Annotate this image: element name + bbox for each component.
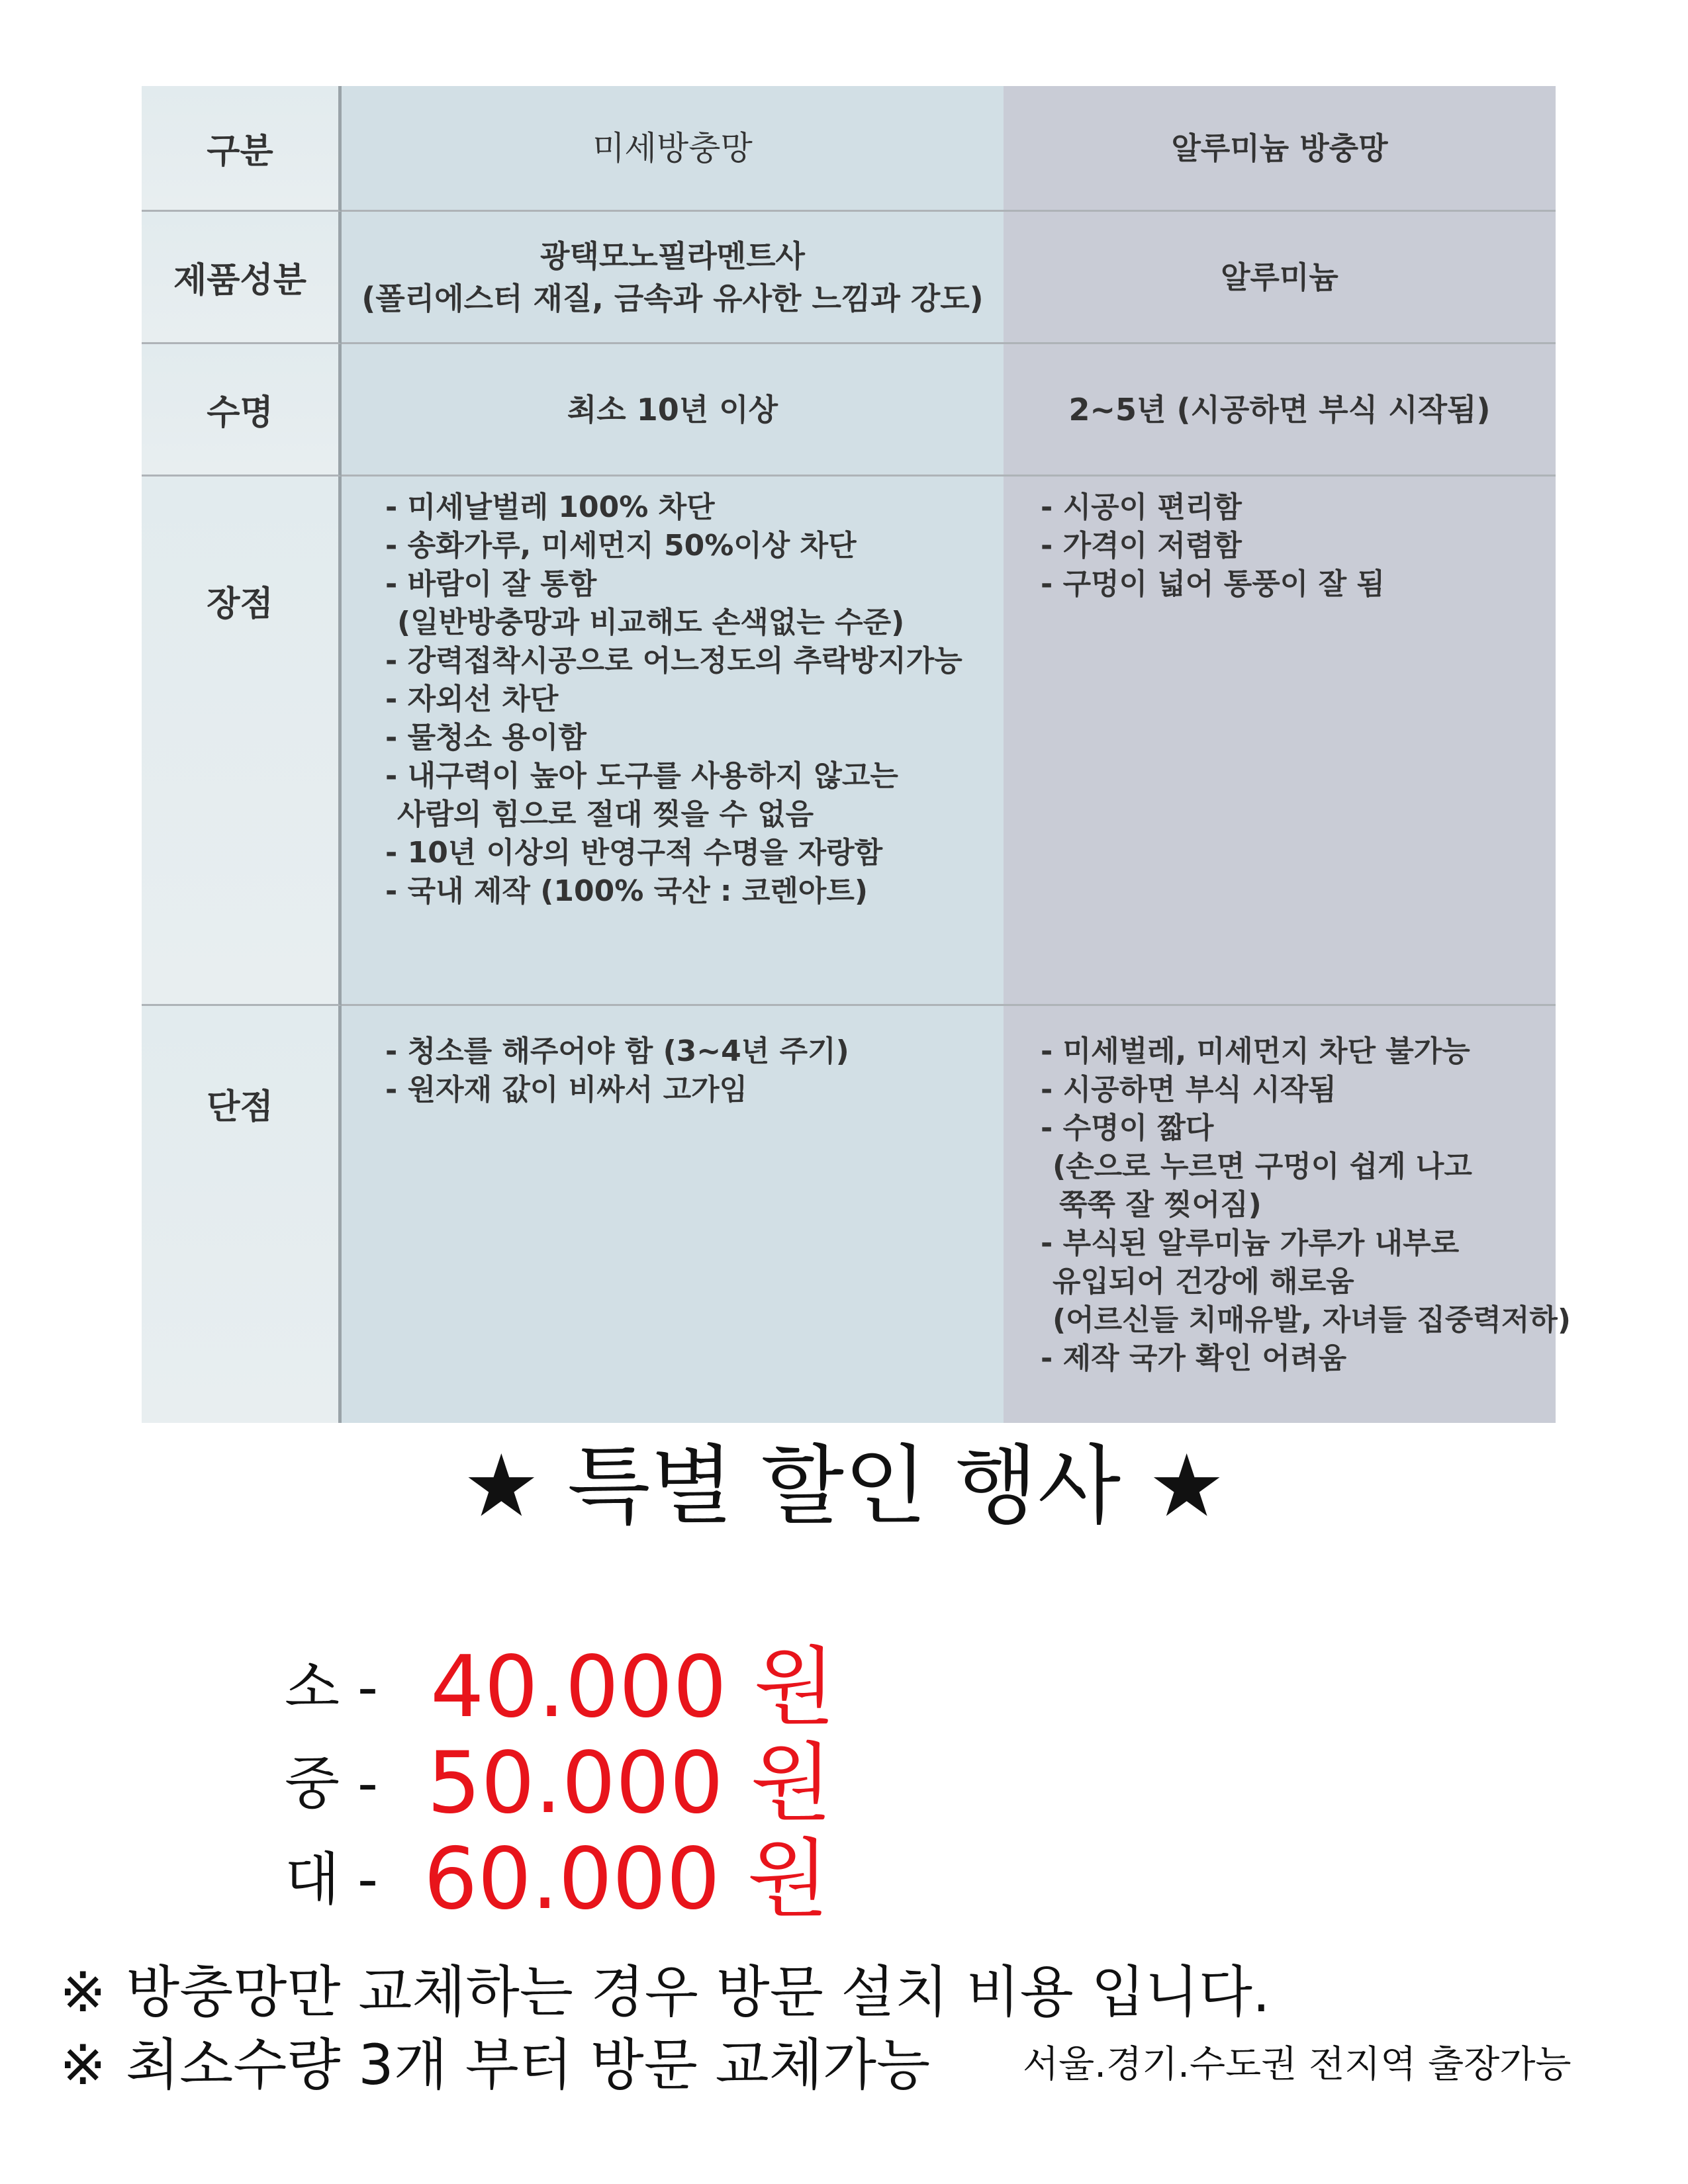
promo-title: ★ 특별 할인 행사 ★ — [463, 1435, 1225, 1536]
lifespan-micro-mesh — [342, 344, 1004, 477]
cons-aluminum-item: - 미세벌레, 미세먼지 차단 불가능 — [1041, 1034, 1470, 1068]
cons-aluminum-item: - 시공하면 부식 시작됨 — [1041, 1073, 1336, 1107]
cons-aluminum-item: - 수명이 짧다 — [1041, 1111, 1214, 1145]
header-aluminum-mesh — [1004, 86, 1556, 212]
row-label-material-text: 제품성분 — [173, 261, 306, 300]
cons-aluminum-item: 유입되어 건강에 해로움 — [1053, 1265, 1354, 1298]
row-label-cons — [142, 1006, 342, 1423]
pros-micro-item: - 자외선 차단 — [385, 682, 559, 716]
header-micro-mesh-label: 미세방충망 — [592, 128, 753, 167]
header-aluminum-mesh-label: 알루미늄 방충망 — [1171, 130, 1388, 166]
pros-micro-item: - 내구력이 높아 도구를 사용하지 않고는 — [385, 759, 898, 793]
pros-micro-item: - 10년 이상의 반영구적 수명을 자랑함 — [385, 836, 883, 870]
pros-micro-mesh — [342, 477, 1004, 1006]
header-category-label: 구분 — [207, 132, 273, 171]
cons-aluminum-item: - 제작 국가 확인 어려움 — [1041, 1342, 1347, 1375]
comparison-table — [142, 86, 1571, 1423]
price-size-label: 대 — [285, 1846, 340, 1913]
cons-micro-mesh — [342, 1006, 1004, 1423]
pros-micro-item: - 송화가루, 미세먼지 50%이상 차단 — [385, 529, 857, 563]
pros-micro-item: (일반방충망과 비교해도 손색없는 수준) — [397, 606, 905, 639]
row-label-material — [142, 212, 342, 344]
material-aluminum-line-1: 알루미늄 — [1221, 259, 1338, 295]
price-row-small — [285, 1638, 1211, 1737]
price-dash: - — [357, 1846, 379, 1913]
pros-micro-item: 사람의 힘으로 절대 찢을 수 없음 — [397, 797, 814, 831]
reference-mark-icon: ※ — [60, 1960, 107, 2025]
row-label-lifespan — [142, 344, 342, 477]
price-amount: 40.000 원 — [430, 1638, 836, 1737]
cons-micro-item: - 원자재 값이 비싸서 고가임 — [385, 1073, 748, 1107]
pros-aluminum-item: - 시공이 편리함 — [1041, 490, 1242, 524]
lifespan-aluminum — [1004, 344, 1556, 477]
row-label-pros-text: 장점 — [207, 584, 273, 624]
price-size-label: 소 — [285, 1655, 340, 1721]
note-text: 방충망만 교체하는 경우 방문 설치 비용 입니다. — [126, 1960, 1270, 2025]
note-minimum-quantity — [60, 2028, 930, 2101]
price-row-large — [285, 1830, 1211, 1929]
reference-mark-icon: ※ — [60, 2032, 107, 2097]
price-size-label: 중 — [285, 1751, 340, 1817]
material-aluminum — [1004, 212, 1556, 344]
pros-aluminum — [1004, 477, 1556, 1006]
pros-aluminum-item: - 가격이 저렴함 — [1041, 529, 1242, 563]
material-micro-line-1: 광택모노필라멘트사 — [540, 238, 805, 274]
header-micro-mesh — [342, 86, 1004, 212]
pros-micro-item: - 바람이 잘 통함 — [385, 567, 597, 601]
pros-micro-item: - 미세날벌레 100% 차단 — [385, 490, 715, 524]
material-micro-line-2: (폴리에스터 재질, 금속과 유사한 느낌과 강도) — [361, 280, 984, 316]
cons-micro-item: - 청소를 해주어야 함 (3~4년 주기) — [385, 1034, 849, 1068]
row-label-lifespan-text: 수명 — [207, 393, 273, 433]
cons-aluminum-item: (어르신들 치매유발, 자녀들 집중력저하) — [1053, 1303, 1571, 1337]
price-row-medium — [285, 1734, 1211, 1833]
lifespan-aluminum-line-1: 2~5년 (시공하면 부식 시작됨) — [1068, 391, 1491, 428]
note-visit-cost — [60, 1956, 1270, 2028]
lifespan-micro-line-1: 최소 10년 이상 — [567, 391, 778, 428]
material-micro-mesh — [342, 212, 1004, 344]
cons-aluminum-item: 쭉쭉 잘 찢어짐) — [1059, 1188, 1262, 1222]
pros-micro-item: - 강력접착시공으로 어느정도의 추락방지가능 — [385, 644, 962, 678]
header-category — [142, 86, 342, 212]
row-label-pros — [142, 477, 342, 1006]
cons-aluminum-item: (손으로 누르면 구멍이 쉽게 나고 — [1053, 1150, 1472, 1183]
row-label-cons-text: 단점 — [207, 1087, 273, 1127]
cons-aluminum — [1004, 1006, 1571, 1423]
pros-micro-item: - 물청소 용이함 — [385, 721, 586, 754]
note-text: 최소수량 3개 부터 방문 교체가능 — [126, 2032, 931, 2097]
service-area: 서울.경기.수도권 전지역 출장가능 — [1023, 2043, 1571, 2086]
price-amount: 60.000 원 — [424, 1830, 829, 1929]
price-dash: - — [357, 1751, 379, 1817]
price-amount: 50.000 원 — [427, 1734, 833, 1833]
pros-micro-item: - 국내 제작 (100% 국산 : 코렌아트) — [385, 874, 868, 908]
pros-aluminum-item: - 구멍이 넓어 통풍이 잘 됨 — [1041, 567, 1385, 601]
cons-aluminum-item: - 부식된 알루미늄 가루가 내부로 — [1041, 1226, 1460, 1260]
price-dash: - — [357, 1655, 379, 1721]
